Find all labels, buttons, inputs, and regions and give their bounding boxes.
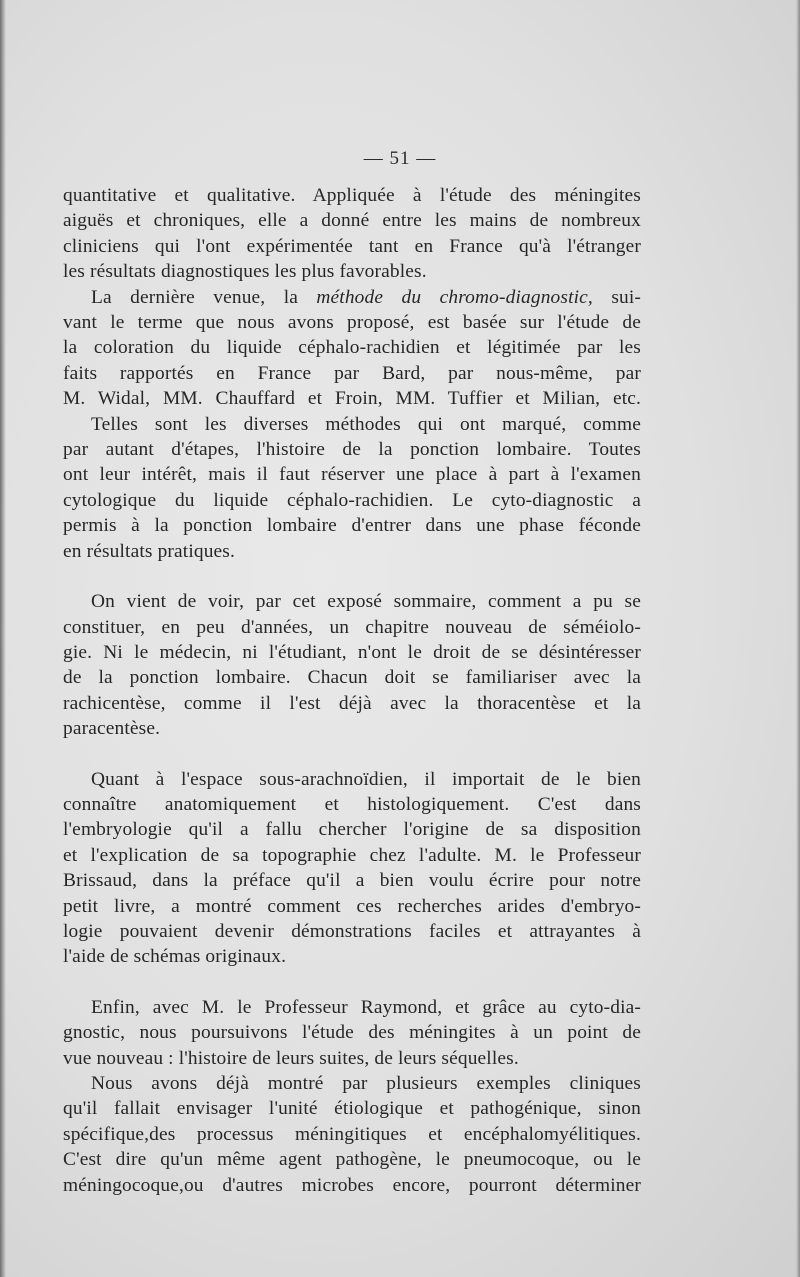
text-line: quantitative et qualitative. Appliquée à l'étude des méningites (63, 185, 641, 206)
paragraph-6 (63, 995, 641, 1071)
text-line: faits rapportés en France par Bard, par nous-même, par (63, 362, 641, 384)
text-line: M. Widal, MM. Chauffard et Froin, MM. Tuffier et Milian, etc. (63, 388, 641, 410)
text-line: permis à la ponction lombaire d'entrer dans une phase féconde (63, 515, 641, 537)
text-line: cliniciens qui l'ont expérimentée tant en France qu'à l'étranger (63, 235, 641, 257)
body-text (63, 183, 641, 1198)
text-line: rachicentèse, comme il l'est déjà avec la thoracentèse et la (63, 692, 641, 714)
text-line: C'est dire qu'un même agent pathogène, le pneumocoque, ou le (63, 1149, 641, 1171)
text-line: aiguës et chroniques, elle a donné entre les mains de nombreux (63, 210, 641, 232)
text-line: l'aide de schémas originaux. (63, 946, 287, 968)
text-line: ont leur intérêt, mais il faut réserver une place à part à l'examen (63, 464, 641, 486)
page-number: — 51 — (363, 148, 437, 169)
text-line: par autant d'étapes, l'histoire de la ponction lombaire. Toutes (63, 439, 641, 461)
text-line: constituer, en peu d'années, un chapitre nouveau de séméiolo- (63, 616, 641, 638)
text-line: de la ponction lombaire. Chacun doit se familiariser avec la (63, 667, 641, 689)
text-line: cytologique du liquide céphalo-rachidien. Le cyto-diagnostic a (63, 489, 641, 511)
text-fragment: sui- (592, 286, 642, 308)
text-line: Telles sont les diverses méthodes qui ont marqué, comme (91, 413, 641, 435)
text-line: en résultats pratiques. (63, 540, 235, 562)
text-line: Nous avons déjà montré par plusieurs exemples cliniques (91, 1073, 641, 1094)
text-line: paracentèse. (63, 718, 161, 740)
text-line: la coloration du liquide céphalo-rachidien et légitimée par les (63, 337, 641, 359)
text-fragment: La dernière venue, la (91, 286, 317, 308)
text-line: spécifique,des processus méningitiques et encéphalomyélitiques. (63, 1123, 641, 1145)
text-line: connaître anatomiquement et histologiquement. C'est dans (63, 793, 641, 815)
text-line: logie pouvaient devenir démonstrations faciles et attrayantes à (63, 920, 641, 942)
text-line: gie. Ni le médecin, ni l'étudiant, n'ont le droit de se désintéresser (63, 641, 641, 663)
text-line: qu'il fallait envisager l'unité étiologique et pathogénique, sinon (63, 1098, 641, 1120)
paragraph-7 (63, 1071, 641, 1198)
text-line: l'embryologie qu'il a fallu chercher l'origine de sa disposition (63, 819, 641, 841)
text-line: petit livre, a montré comment ces recherches arides d'embryo- (63, 895, 641, 917)
text-line: vant le terme que nous avons proposé, est basée sur l'étude de (63, 312, 641, 334)
text-line: gnostic, nous poursuivons l'étude des méningites à un point de (63, 1022, 641, 1044)
text-line: les résultats diagnostiques les plus favorables. (63, 261, 427, 283)
paragraph-1 (63, 183, 641, 285)
italic-method-name: méthode du chromo-diagnostic, (316, 286, 593, 308)
text-line: vue nouveau : l'histoire de leurs suites, de leurs séquelles. (63, 1047, 519, 1069)
text-line (63, 285, 641, 310)
paragraph-3 (63, 412, 641, 564)
text-line: Enfin, avec M. le Professeur Raymond, et grâce au cyto-dia- (91, 996, 641, 1018)
paragraph-4 (63, 589, 641, 741)
paragraph-5 (63, 767, 641, 970)
page-left-edge-shadow (0, 0, 6, 1277)
page-right-edge-shadow (796, 0, 800, 1277)
paragraph-2 (63, 285, 641, 412)
text-line: On vient de voir, par cet exposé sommaire, comment a pu se (91, 591, 641, 613)
text-line: et l'explication de sa topographie chez l'adulte. M. le Professeur (63, 844, 641, 866)
text-line: Quant à l'espace sous-arachnoïdien, il importait de le bien (91, 768, 641, 790)
text-line: méningocoque,ou d'autres microbes encore, pourront déterminer (63, 1174, 641, 1196)
text-line: Brissaud, dans la préface qu'il a bien voulu écrire pour notre (63, 870, 641, 892)
